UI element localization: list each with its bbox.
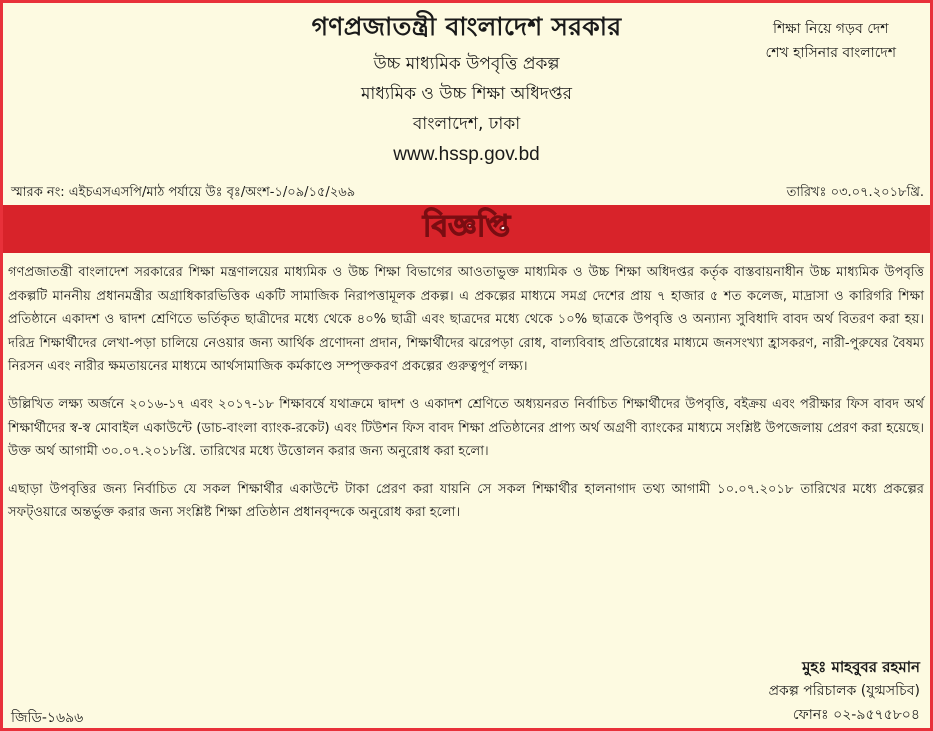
memo-number: স্মারক নং: এইচএসএসপি/মাঠ পর্যায়ে উঃ বৃঃ/অংশ-১/০৯/১৫/২৬৯ (11, 185, 356, 200)
slogan-line-1: শিক্ষা নিয়ে গড়ব দেশ (772, 21, 889, 37)
project-name: উচ্চ মাধ্যমিক উপবৃত্তি প্রকল্প (373, 54, 560, 74)
body-paragraph-2: উল্লিখিত লক্ষ্য অর্জনে ২০১৬-১৭ এবং ২০১৭-১৮ শিক্ষাবর্ষে যথাক্রমে দ্বাদশ ও একাদশ শ্রেণিতে অধ্যয়নরত নির্বাচিত শিক্ষার্থীদের উপবৃত্তি, বইক্রয় এবং পরীক্ষার ফিস বাবদ অর্থ শিক্ষার্থীদের স্ব-স্ব মোবাইল একাউন্টে (ডাচ-বাংলা ব্যাংক-রকেট) এবং টিউশন ফিস বাবদ শিক্ষা প্রতিষ্ঠানের প্রাপ্য অর্থ অগ্রণী ব্যাংকের মাধ্যমে সংশ্লিষ্ট উপজেলায় প্রেরণ করা হয়েছে। উক্ত অর্থ আগামী ৩০.০৭.২০১৮খ্রি. তারিখের মধ্যে উত্তোলন করার জন্য অনুরোধ করা হলো। (8, 396, 924, 460)
body-paragraph-1: গণপ্রজাতন্ত্রী বাংলাদেশ সরকারের শিক্ষা মন্ত্রণালয়ের মাধ্যমিক ও উচ্চ শিক্ষা বিভাগের আওতাভুক্ত মাধ্যমিক ও উচ্চ শিক্ষা অধিদপ্তর কর্তৃক বাস্তবায়নাধীন উচ্চ মাধ্যমিক উপবৃত্তি প্রকল্পটি মাননীয় প্রধানমন্ত্রীর অগ্রাধিকারভিত্তিক একটি সামাজিক নিরাপত্তামূলক প্রকল্প। এ প্রকল্পের মাধ্যমে সমগ্র দেশের প্রায় ৭ হাজার ৫ শত কলেজ, মাদ্রাসা ও কারিগরি শিক্ষা প্রতিষ্ঠানে একাদশ ও দ্বাদশ শ্রেণিতে ভর্তিকৃত ছাত্রীদের মধ্যে থেকে ৪০% ছাত্রী এবং ছাত্রদের মধ্যে থেকে ১০% ছাত্রকে উপবৃত্তি ও অন্যান্য সুবিধাদি বাবদ অর্থ বিতরণ করা হয়। দরিদ্র শিক্ষার্থীদের লেখা-পড়া চালিয়ে নেওয়ার জন্য আর্থিক প্রণোদনা প্রদান, শিক্ষার্থীদের ঝরেপড়া রোধ, বাল্যবিবাহ প্রতিরোধের মাধ্যমে জনসংখ্যা হ্রাসকরণ, নারী-পুরুষের বৈষম্য নিরসন এবং নারীর ক্ষমতায়নের মাধ্যমে আর্থসামাজিক কর্মকাণ্ডে সম্পৃক্তকরণ প্রকল্পের গুরুত্বপূর্ণ লক্ষ্য। (8, 265, 924, 375)
signatory-name: মুহঃ মাহবুবর রহমান (802, 658, 920, 676)
directorate-name: মাধ্যমিক ও উচ্চ শিক্ষা অধিদপ্তর (360, 84, 573, 104)
government-title: গণপ্রজাতন্ত্রী বাংলাদেশ সরকার (311, 12, 622, 41)
website-url: www.hssp.gov.bd (393, 144, 540, 165)
notice-body (8, 261, 924, 539)
signature-block (769, 655, 920, 727)
slogan-line-2: শেখ হাসিনার বাংলাদেশ (765, 45, 896, 61)
notice-header (3, 3, 930, 203)
slogan (766, 17, 896, 65)
notice-date: তারিখঃ ০৩.০৭.২০১৮খ্রি. (786, 185, 924, 200)
signatory-title: প্রকল্প পরিচালক (যুগ্মসচিব) (768, 683, 920, 699)
location: বাংলাদেশ, ঢাকা (412, 114, 521, 134)
banner-title: বিজ্ঞপ্তি (422, 209, 511, 244)
body-paragraph-3: এছাড়া উপবৃত্তির জন্য নির্বাচিত যে সকল শিক্ষার্থীর একাউন্টে টাকা প্রেরণ করা যায়নি সে সকল শিক্ষার্থীর হালনাগাদ তথ্য আগামী ১০.০৭.২০১৮ তারিখের মধ্যে প্রকল্পের সফট্ওয়ারে অন্তর্ভুক্ত করার জন্য সংশ্লিষ্ট শিক্ষা প্রতিষ্ঠান প্রধানবৃন্দকে অনুরোধ করা হলো। (8, 481, 924, 521)
gd-number: জিডি-১৬৯৬ (11, 710, 84, 726)
notice-banner (3, 205, 930, 253)
signatory-phone: ফোনঃ ০২-৯৫৭৫৮০৪ (792, 707, 920, 723)
